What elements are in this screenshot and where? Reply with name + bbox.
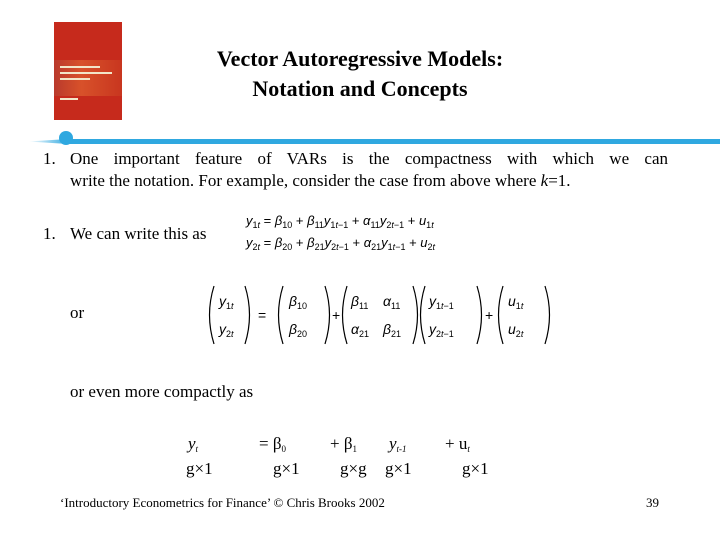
book-cover-image	[54, 22, 122, 120]
title-divider-bar	[28, 139, 720, 144]
svg-text:=: =	[258, 307, 267, 323]
item-1-line-2-prefix: write the notation. For example, consider the case from above where	[70, 171, 541, 190]
compact-ytm1	[389, 434, 407, 454]
svg-text:β11: $\beta_{11}$	[351, 293, 369, 311]
compact-yt	[188, 434, 198, 454]
compact-beta1-sub: 1	[352, 444, 357, 454]
item-1-text	[70, 148, 668, 192]
dim-beta1: g×g	[340, 459, 367, 478]
dim-ut: g×1	[462, 459, 489, 478]
or-label: or	[70, 303, 85, 322]
compact-label: or even more compactly as	[70, 382, 254, 401]
dim-beta0: g×1	[273, 459, 300, 478]
dim-ytm1: g×1	[385, 459, 412, 478]
item-1-var-k: k	[540, 171, 549, 190]
compact-yt-sub: t	[195, 444, 199, 454]
svg-text:y2t: $y_{2t}$	[219, 321, 234, 339]
page-number: 39	[646, 495, 659, 510]
item-1-line-2	[70, 170, 668, 192]
compact-beta1-symbol: + β	[330, 434, 353, 453]
compact-yt-symbol: y	[188, 434, 196, 453]
var-matrix-equation	[205, 284, 555, 346]
slide-title	[140, 44, 580, 104]
svg-text:+: +	[332, 307, 341, 323]
var-equation-system: $y_{1t} = \beta_{10} + \beta_{11}y_{1t-1} + \alpha_{11}y_{2t-1} + u_{1t}$ $y_{2t} = \beta_{20} + \beta_{21}y_{2t-1} + \alpha_{21}y_{1t-1} + u_{2t}$	[246, 213, 436, 252]
svg-text:β10: $\beta_{10}$	[289, 293, 308, 311]
title-line-1: Vector Autoregressive Models:	[216, 46, 504, 71]
svg-text:β21: $\beta_{21}$	[383, 321, 402, 339]
dim-yt: g×1	[186, 459, 213, 478]
compact-ut-symbol: + u	[445, 434, 468, 453]
svg-text:y1t−1: $y_{1t-1}$	[429, 293, 454, 311]
compact-beta0-sub: 0	[281, 444, 286, 454]
footer-citation: ‘Introductory Econometrics for Finance’ © Chris Brooks 2002	[60, 495, 385, 510]
item-2-number: 1.	[43, 224, 56, 243]
svg-text:y2t−1: $y_{2t-1}$	[429, 321, 454, 339]
svg-text:β20: $\beta_{20}$	[289, 321, 308, 339]
compact-ytm1-symbol: y	[389, 434, 397, 453]
compact-beta0-symbol: = β	[259, 434, 282, 453]
divider-dot	[59, 131, 73, 145]
svg-text:α11: $\alpha_{11}$	[383, 293, 401, 311]
compact-beta1	[330, 434, 357, 454]
compact-ut	[445, 434, 470, 454]
item-1-number: 1.	[43, 149, 56, 168]
compact-ut-sub: t	[467, 444, 470, 454]
svg-text:α21: $\alpha_{21}$	[351, 321, 369, 339]
title-line-2: Notation and Concepts	[252, 76, 468, 101]
item-1-line-1: One important feature of VARs is the compactness with which we can	[70, 149, 668, 168]
item-2-text: We can write this as	[70, 224, 207, 243]
svg-text:u2t: $u_{2t}$	[508, 321, 524, 339]
compact-beta0	[259, 434, 286, 454]
svg-text:u1t: $u_{1t}$	[508, 293, 524, 311]
svg-text:y1t: $y_{1t}$	[219, 293, 234, 311]
compact-ytm1-sub: t-1	[396, 444, 407, 454]
svg-text:+: +	[485, 307, 494, 323]
item-1-line-2-suffix: =1.	[548, 171, 571, 190]
